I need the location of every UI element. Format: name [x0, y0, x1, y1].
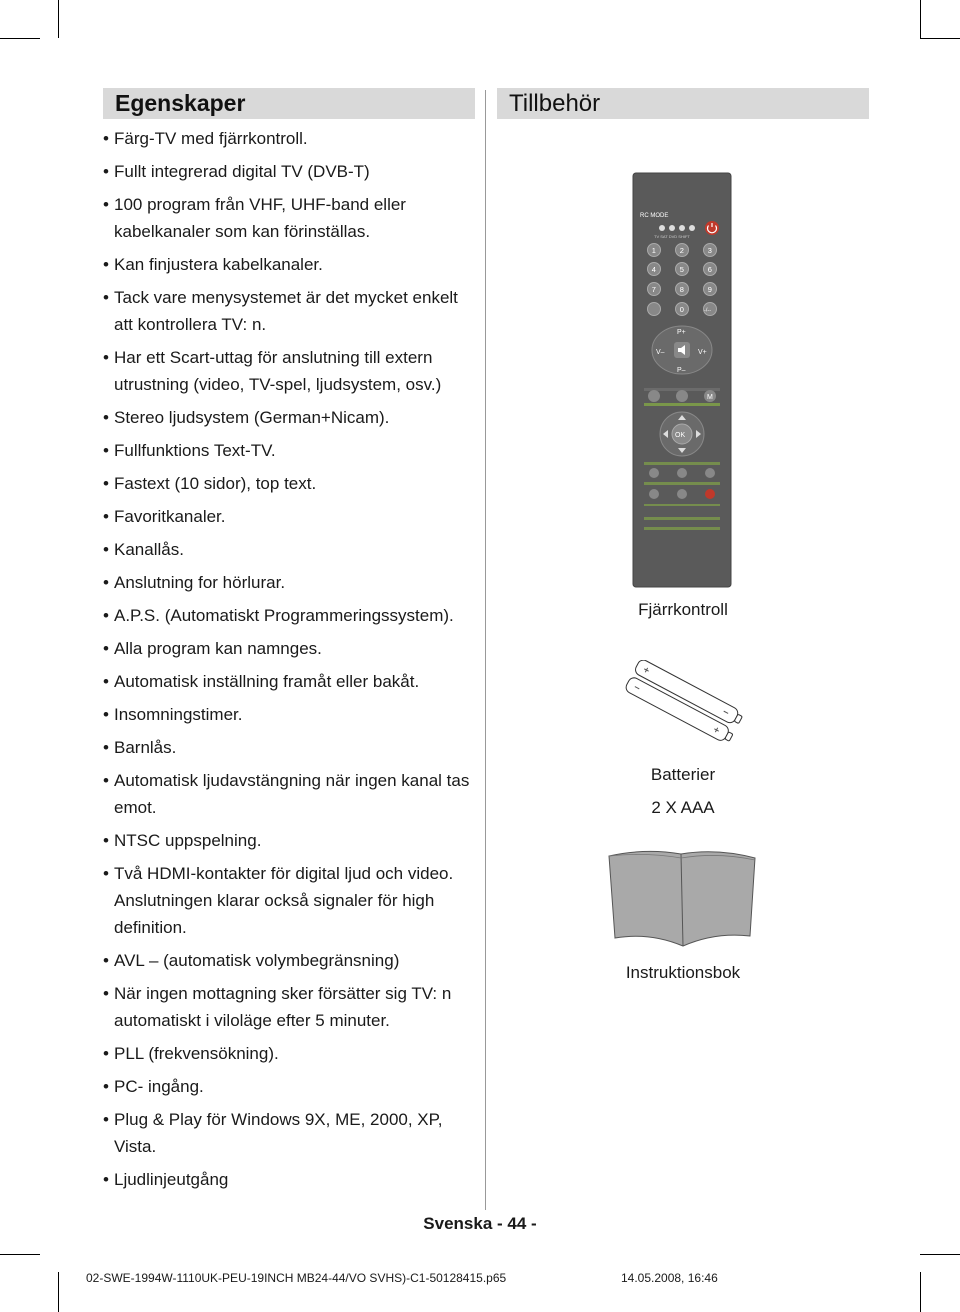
digit-key-label: 2	[679, 245, 684, 255]
feature-item: • Plug & Play för Windows 9X, ME, 2000, XP, Vista.	[103, 1106, 475, 1160]
digit-key-label: 1	[651, 245, 656, 255]
feature-item: • PLL (frekvensökning).	[103, 1040, 475, 1067]
feature-item: • Ljudlinjeutgång	[103, 1166, 475, 1193]
footer-date: 14.05.2008, 16:46	[621, 1271, 718, 1285]
features-column	[103, 88, 475, 1199]
lower-buttons	[644, 462, 720, 530]
column-divider	[485, 90, 486, 1210]
mute-icon	[674, 342, 690, 358]
page-number: Svenska - 44 -	[423, 1214, 537, 1233]
feature-item: • Tack vare menysystemet är det mycket enkelt att kontrollera TV: n.	[103, 284, 475, 338]
program-down-label: P–	[677, 367, 686, 374]
volume-up-label: V+	[698, 349, 707, 356]
crop-mark	[0, 1254, 40, 1255]
ok-key-label: OK	[675, 432, 686, 439]
power-icon	[705, 221, 719, 235]
feature-item: • Alla program kan namnges.	[103, 635, 475, 662]
digit-key-label: 9	[707, 284, 712, 294]
digit-key-label: 4	[651, 264, 656, 274]
mid-buttons	[644, 388, 720, 406]
features-heading: Egenskaper	[103, 88, 475, 119]
digit-key-label: 6	[707, 264, 712, 274]
feature-item: • Barnlås.	[103, 734, 475, 761]
digit-key-label: 8	[679, 284, 684, 294]
footer-filename: 02-SWE-1994W-1110UK-PEU-19INCH MB24-44/VO SVHS)-C1-50128415.p65	[86, 1271, 507, 1285]
feature-item: • Färg-TV med fjärrkontroll.	[103, 125, 475, 152]
manual-caption: Instruktionsbok	[625, 963, 741, 982]
feature-item: • PC- ingång.	[103, 1073, 475, 1100]
feature-item: • När ingen mottagning sker försätter sig TV: n automatiskt i viloläge efter 5 minuter.	[103, 980, 475, 1034]
crop-mark	[920, 0, 921, 38]
rc-mode-label: RC MODE	[640, 213, 669, 219]
feature-item: • Automatisk ljudavstängning när ingen kanal tas emot.	[103, 767, 475, 821]
digit-key-label: 5	[679, 264, 684, 274]
feature-item: • NTSC uppspelning.	[103, 827, 475, 854]
feature-item: • Fullt integrerad digital TV (DVB-T)	[103, 158, 475, 185]
feature-item: • Fullfunktions Text-TV.	[103, 437, 475, 464]
feature-item: • Anslutning for hörlurar.	[103, 569, 475, 596]
feature-item: • AVL – (automatisk volymbegränsning)	[103, 947, 475, 974]
volume-program-pad	[652, 326, 712, 374]
menu-key-label: M	[707, 394, 713, 401]
batteries-illustration	[615, 660, 755, 746]
accessories-column	[497, 88, 869, 119]
crop-mark	[920, 1272, 921, 1312]
feature-item: • Kan finjustera kabelkanaler.	[103, 251, 475, 278]
batteries-spec: 2 X AAA	[651, 798, 715, 817]
digit-key-label: 3	[707, 245, 712, 255]
accessories-heading: Tillbehör	[497, 88, 869, 119]
crop-mark	[0, 38, 40, 39]
crop-mark	[58, 1272, 59, 1312]
feature-list	[103, 125, 475, 1193]
remote-caption: Fjärrkontroll	[638, 600, 728, 619]
batteries-caption: Batterier	[650, 765, 716, 784]
feature-item: • Insomningstimer.	[103, 701, 475, 728]
volume-down-label: V–	[656, 349, 665, 356]
mode-labels: TV SAT DVD SHIFT	[654, 234, 690, 239]
crop-mark	[920, 1254, 960, 1255]
digit-key-label: 0	[679, 304, 684, 314]
feature-item: • Stereo ljudsystem (German+Nicam).	[103, 404, 475, 431]
crop-mark	[58, 0, 59, 38]
crop-mark	[920, 38, 960, 39]
feature-item: • Har ett Scart-uttag för anslutning till extern utrustning (video, TV-spel, ljudsystem, osv.)	[103, 344, 475, 398]
feature-item: • Två HDMI-kontakter för digital ljud och video. Anslutningen klarar också signaler för high definition.	[103, 860, 475, 941]
dash-key-label: -/--	[704, 307, 712, 314]
aux-key	[648, 303, 661, 316]
navigation-pad	[660, 412, 704, 456]
feature-item: • A.P.S. (Automatiskt Programmeringssystem).	[103, 602, 475, 629]
feature-item: • Favoritkanaler.	[103, 503, 475, 530]
digit-key-label: 7	[651, 284, 656, 294]
feature-item: • Fastext (10 sidor), top text.	[103, 470, 475, 497]
feature-item: • Kanallås.	[103, 536, 475, 563]
remote-control-illustration	[632, 172, 732, 588]
program-up-label: P+	[677, 329, 686, 336]
feature-item: • Automatisk inställning framåt eller bakåt.	[103, 668, 475, 695]
manual-book-illustration	[605, 846, 760, 951]
feature-item: • 100 program från VHF, UHF-band eller kabelkanaler som kan förinställas.	[103, 191, 475, 245]
